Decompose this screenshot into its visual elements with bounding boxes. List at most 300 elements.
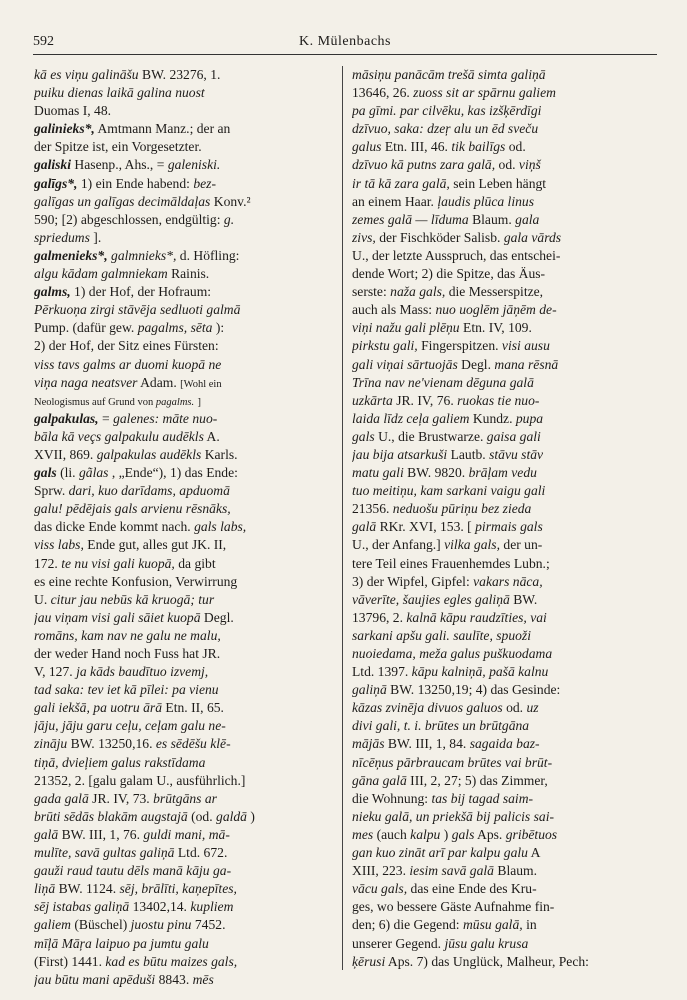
text-segment: dzīvuo kā putns zara galā,	[352, 157, 496, 173]
text-line	[352, 211, 656, 229]
text-segment: galmnieks*,	[111, 247, 177, 263]
text-segment: jau viņam visi gali sāiet kuopā	[34, 609, 201, 625]
text-line	[34, 880, 332, 898]
text-segment: gali iekšā, pa uotru ārā	[34, 700, 163, 716]
text-line	[34, 156, 332, 174]
text-segment: galā	[352, 519, 377, 535]
text-line	[34, 392, 332, 410]
text-line	[352, 699, 656, 717]
text-segment: ]	[197, 396, 202, 408]
text-segment: nuo uoglēm jāņēm de-	[435, 302, 557, 318]
text-line	[352, 681, 656, 699]
text-segment: jāju, jāju garu ceļu, ceļam galu ne-	[34, 718, 226, 734]
text-segment: gals labs,	[194, 519, 247, 535]
text-segment: dzīvuo, saka: dzeŗ alu un ēd sveču	[352, 121, 539, 137]
text-segment: ges, wo bessere Gäste Aufnahme fin-	[352, 899, 555, 915]
text-segment: tad saka: tev iet kā pīlei: pa vienu	[34, 682, 219, 698]
text-segment: kad es būtu maizes gals,	[105, 953, 238, 969]
text-segment: mulīte, savā gultas galiņā	[34, 845, 175, 861]
text-line	[352, 102, 656, 120]
text-segment: kāpu kalniņā, pašā kalnu	[411, 664, 549, 680]
text-segment: viss tavs galms ar duomi kuopā ne	[34, 356, 222, 372]
text-segment: galeniski.	[167, 157, 221, 173]
text-segment: Blaum.	[497, 863, 538, 879]
text-segment: (auch	[376, 826, 411, 842]
text-line	[352, 609, 656, 627]
text-segment: d. Höfling:	[179, 247, 240, 263]
text-segment: sein Leben hängt	[453, 175, 547, 191]
text-segment: naža gals,	[390, 284, 446, 300]
text-line	[34, 518, 332, 536]
text-segment: zināju	[34, 736, 68, 752]
text-segment: nieku galā, un priekšā bij palicis sai-	[352, 808, 554, 824]
column-divider	[342, 66, 343, 970]
text-line	[34, 84, 332, 102]
text-segment: Aps.	[477, 826, 506, 842]
text-segment: kā es viņu galināšu	[34, 67, 139, 82]
text-segment: (li.	[60, 465, 79, 481]
text-segment: tuo meitiņu, kam sarkani vaigu gali	[352, 483, 546, 499]
text-segment: (od.	[191, 808, 217, 824]
text-line	[34, 536, 332, 554]
text-segment: das dicke Ende kommt nach.	[34, 519, 195, 535]
text-segment: juostu pinu	[130, 917, 192, 933]
text-line	[352, 120, 656, 138]
text-line	[34, 66, 332, 84]
headword: galpakulas,	[34, 410, 99, 426]
text-segment: visi ausu	[501, 338, 550, 354]
text-line	[34, 844, 332, 862]
text-segment: nuoiedama, meža galus puškuodama	[352, 646, 553, 661]
text-segment: pirmais gals	[475, 519, 543, 535]
text-segment: 13402,14.	[132, 899, 191, 915]
text-segment: galdā	[216, 808, 247, 824]
text-segment: BW. III, 1, 76.	[61, 826, 144, 842]
text-segment: mēs	[192, 971, 214, 987]
text-segment: Ltd. 1397.	[352, 664, 412, 680]
text-line	[34, 410, 332, 428]
text-segment: U., die Brustwarze.	[378, 428, 487, 444]
text-segment: Blaum.	[472, 211, 516, 227]
text-segment: das eine Ende des Kru-	[410, 881, 537, 897]
text-line	[34, 663, 332, 681]
text-line	[34, 102, 332, 120]
text-line	[34, 935, 332, 953]
text-segment: zemes galā — līduma	[352, 211, 469, 227]
text-segment: )	[250, 808, 255, 824]
text-segment: dari, kuo darīdams, apduomā	[68, 483, 230, 499]
text-segment: Pērkuoņa zirgi stāvēja sedluoti galmā	[34, 302, 241, 318]
text-segment: vakars nāca,	[473, 573, 543, 589]
text-line	[352, 645, 656, 663]
text-line	[352, 663, 656, 681]
text-segment: zuoss sit ar spārnu galiem	[413, 85, 556, 101]
text-segment: Pump. (dafür gew.	[34, 320, 138, 336]
text-segment: vācu gals,	[352, 881, 408, 897]
text-segment: BW.	[513, 591, 538, 607]
text-line	[352, 374, 656, 392]
text-line	[34, 211, 332, 229]
text-line	[352, 138, 656, 156]
text-line	[352, 464, 656, 482]
text-segment: Neologismus auf Grund von	[34, 396, 156, 408]
text-segment: Konv.²	[213, 193, 251, 209]
text-segment: mīļā Māŗa laipuo pa jumtu galu	[34, 935, 209, 951]
text-segment: Hasenp., Ahs., =	[74, 157, 168, 173]
left-column	[34, 66, 332, 989]
text-segment: pirkstu gali,	[352, 338, 418, 354]
headword: gals	[34, 465, 57, 481]
text-segment: 590; [2) abgeschlossen, endgültig:	[34, 211, 224, 227]
text-segment: brūti sēdās blakām augstajā	[34, 808, 188, 824]
text-segment: mūsu galā,	[462, 917, 523, 933]
text-segment: Amtmann Manz.; der an	[97, 121, 231, 137]
text-segment: der Fischköder Salisb.	[379, 229, 504, 245]
text-line	[34, 772, 332, 790]
text-segment: (Büschel)	[74, 917, 131, 933]
text-segment: ķērusi	[352, 953, 386, 969]
text-segment: citur jau nebūs kā kruogā; tur	[50, 591, 215, 607]
text-segment: g.	[223, 211, 235, 227]
text-segment: 1) der Hof, der Hofraum:	[74, 284, 212, 300]
text-segment: den; 6) die Gegend:	[352, 917, 463, 933]
text-segment: galiem	[34, 917, 71, 933]
text-line	[352, 772, 656, 790]
text-segment: vilka gals,	[444, 537, 500, 553]
text-segment: spriedums	[34, 229, 90, 245]
text-segment: U., der Anfang.]	[352, 537, 445, 553]
text-line	[352, 283, 656, 301]
text-segment: A	[530, 845, 541, 861]
text-segment: Etn. II, 65.	[165, 700, 224, 716]
text-line	[352, 536, 656, 554]
text-segment: Ende gut, alles gut JK. II,	[87, 537, 227, 553]
text-segment: die Wohnung:	[352, 790, 432, 806]
text-line	[34, 862, 332, 880]
text-line	[352, 880, 656, 898]
headword: galmenieks*,	[34, 247, 108, 263]
text-line	[34, 464, 332, 482]
text-segment: 1) ein Ende habend:	[80, 175, 194, 191]
text-segment: auch als Mass:	[352, 302, 436, 318]
text-segment: Etn. III, 46.	[384, 139, 452, 155]
text-line	[34, 555, 332, 573]
text-line	[352, 175, 656, 193]
text-line	[34, 609, 332, 627]
text-segment: sarkani apšu gali. saulīte, spuoži	[352, 627, 531, 643]
text-segment: te nu visi gali kuopā,	[61, 555, 175, 571]
text-segment: tiņā, dvieļiem galus rakstīdama	[34, 754, 206, 770]
text-line	[352, 247, 656, 265]
text-segment: tas bij tagad saim-	[431, 790, 534, 806]
text-segment: gala vārds	[503, 229, 562, 245]
text-segment: BW. 9820.	[407, 465, 469, 481]
text-segment: Aps. 7) das Unglück, Malheur, Pech:	[387, 953, 589, 969]
text-line	[34, 591, 332, 609]
text-line	[34, 754, 332, 772]
text-line	[352, 573, 656, 591]
text-segment: Sprw.	[34, 483, 69, 499]
text-segment: , „Ende“), 1) das Ende:	[111, 465, 238, 481]
text-segment: (First) 1441.	[34, 953, 106, 969]
text-segment: od.	[508, 139, 526, 155]
text-segment: BW. III, 1, 84.	[387, 736, 470, 752]
text-segment: 21352, 2. [galu galam U., ausführlich.]	[34, 772, 246, 788]
text-segment: sēj istabas galiņā	[34, 899, 130, 915]
text-line	[34, 446, 332, 464]
text-line	[352, 337, 656, 355]
headword: galīgs*,	[34, 175, 78, 191]
text-line	[352, 844, 656, 862]
text-line	[352, 735, 656, 753]
text-segment: galu! pēdējais gals arvienu rēsnāks,	[34, 501, 231, 517]
text-segment: galpakulas audēkls	[96, 446, 202, 462]
text-segment: gāna galā	[352, 772, 407, 788]
text-segment: serste:	[352, 284, 391, 300]
text-segment: jūsu galu krusa	[444, 935, 529, 951]
text-segment: pagalms, sēta	[137, 320, 213, 336]
text-segment: 8843.	[158, 971, 193, 987]
text-segment: der Spitze ist, ein Vorgesetzter.	[34, 139, 202, 155]
text-segment: algu kādam galmniekam	[34, 266, 168, 282]
text-segment: RKr. XVI, 153. [	[379, 519, 472, 535]
text-segment: Etn. IV, 109.	[463, 320, 532, 336]
right-column	[352, 66, 656, 971]
text-line	[34, 717, 332, 735]
text-segment: [Wohl ein	[180, 378, 222, 390]
text-segment: vāverīte, šaujies egles galiņā	[352, 591, 510, 607]
text-segment: gala	[515, 211, 540, 227]
text-segment: XVII, 869.	[34, 446, 97, 462]
text-segment: iesim savā galā	[409, 863, 494, 879]
text-segment: galenes: māte nuo-	[113, 410, 218, 426]
text-segment: galā	[34, 826, 59, 842]
text-segment: A.	[206, 428, 220, 444]
text-segment: XIII, 223.	[352, 863, 410, 879]
text-segment: brūtgāns ar	[153, 790, 217, 806]
text-segment: gan kuo zināt arī par kalpu galu	[352, 845, 528, 861]
text-line	[34, 428, 332, 446]
text-segment: Fingerspitzen.	[421, 338, 502, 354]
text-line	[352, 319, 656, 337]
text-line	[352, 627, 656, 645]
text-segment: =	[102, 410, 114, 426]
text-segment: stāvu stāv	[489, 446, 544, 462]
text-segment: sēj, brālīti, kaņepītes,	[119, 881, 237, 897]
text-line	[352, 356, 656, 374]
text-line	[34, 953, 332, 971]
text-segment: dende Wort; 2) die Spitze, das Äus-	[352, 266, 546, 282]
text-line	[34, 229, 332, 247]
text-segment: matu gali	[352, 465, 404, 481]
text-segment: Degl.	[461, 356, 495, 372]
text-line	[352, 410, 656, 428]
text-segment: gãlas	[78, 465, 109, 481]
text-segment: brāļam vedu	[468, 465, 537, 481]
text-segment: guldi mani, mā-	[143, 826, 230, 842]
text-segment: galiņā	[352, 682, 387, 698]
text-line	[34, 283, 332, 301]
text-line	[352, 916, 656, 934]
text-line	[352, 953, 656, 971]
text-segment: 2) der Hof, der Sitz eines Fürsten:	[34, 338, 219, 354]
text-segment: da gibt	[178, 555, 216, 571]
text-segment: U.	[34, 591, 51, 607]
text-segment: BW. 13250,19; 4) das Gesinde:	[390, 682, 561, 698]
text-segment: 13646, 26.	[352, 85, 414, 101]
headword: galinieks*,	[34, 121, 95, 137]
text-segment: romāns, kam nav ne galu ne malu,	[34, 627, 221, 643]
text-segment: bez-	[193, 175, 216, 191]
text-segment: 172.	[34, 555, 62, 571]
text-line	[352, 84, 656, 102]
text-segment: kalnā kāpu raudzīties, vai	[406, 609, 547, 625]
text-segment: viņi nažu gali plēņu	[352, 320, 460, 336]
text-segment: ].	[93, 229, 102, 245]
text-segment: bāla kā veçs galpakulu audēkls	[34, 428, 204, 444]
text-line	[34, 573, 332, 591]
text-segment: liņā	[34, 881, 56, 897]
text-segment: uzkārta	[352, 392, 393, 408]
text-line	[34, 175, 332, 193]
text-line	[352, 754, 656, 772]
text-line	[34, 374, 332, 392]
text-line	[34, 735, 332, 753]
text-segment: nīcēņus pārbraucam brūtes vai brūt-	[352, 754, 553, 770]
text-segment: BW. 23276, 1.	[142, 67, 221, 82]
text-line	[352, 898, 656, 916]
text-segment: māsiņu panācām trešā simta galiņā	[352, 67, 546, 82]
text-segment: mes	[352, 826, 374, 842]
text-segment: od.	[506, 700, 527, 716]
text-line	[34, 808, 332, 826]
text-segment: kupliem	[190, 899, 234, 915]
text-segment: zivs,	[352, 229, 376, 245]
text-line	[352, 717, 656, 735]
text-segment: der weder Hand noch Fuss hat JR.	[34, 646, 221, 661]
text-segment: 13796, 2.	[352, 609, 407, 625]
text-segment: unserer Gegend.	[352, 935, 445, 951]
text-segment: sagaida baz-	[469, 736, 540, 752]
text-segment: od.	[498, 157, 519, 173]
text-segment: divi gali, t. i. brūtes un brūtgāna	[352, 718, 530, 734]
text-segment: viņa naga neatsver	[34, 374, 138, 390]
text-segment: Karls.	[204, 446, 238, 462]
page-header	[33, 32, 657, 55]
text-line	[352, 229, 656, 247]
text-segment: an einem Haar.	[352, 193, 438, 209]
text-segment: Ltd. 672.	[177, 845, 228, 861]
text-line	[34, 319, 332, 337]
text-line	[352, 482, 656, 500]
text-segment: Duomas I, 48.	[34, 103, 112, 119]
text-segment: ļaudis plūca linus	[437, 193, 534, 209]
text-segment: galīgas un galīgas decimāldaļas	[34, 193, 211, 209]
text-line	[352, 428, 656, 446]
text-segment: 7452.	[194, 917, 226, 933]
text-line	[352, 446, 656, 464]
text-segment: ir tā kā zara galā,	[352, 175, 450, 191]
text-segment: BW. 13250,16.	[70, 736, 156, 752]
text-segment: kāzas zvinēja divuos galuos	[352, 700, 503, 716]
text-segment: BW. 1124.	[58, 881, 120, 897]
text-line	[352, 265, 656, 283]
text-segment: tik bailīgs	[451, 139, 506, 155]
text-line	[34, 971, 332, 989]
text-segment: tere Teil eines Frauenhemdes Lubn.;	[352, 555, 550, 571]
text-line	[34, 916, 332, 934]
text-line	[34, 120, 332, 138]
text-line	[352, 518, 656, 536]
text-line	[352, 555, 656, 573]
text-segment: gals	[451, 826, 475, 842]
text-segment: mājās	[352, 736, 385, 752]
text-line	[34, 790, 332, 808]
text-line	[352, 808, 656, 826]
text-segment: 21356.	[352, 501, 393, 517]
text-segment: neduošu pūriņu bez zieda	[392, 501, 532, 517]
page-number: 592	[33, 34, 54, 49]
text-line	[352, 156, 656, 174]
text-line	[352, 66, 656, 84]
text-segment: JR. IV, 73.	[92, 790, 154, 806]
text-line	[34, 356, 332, 374]
text-line	[352, 392, 656, 410]
text-segment: galus	[352, 139, 382, 155]
text-line	[34, 138, 332, 156]
text-line	[34, 247, 332, 265]
text-segment: uz	[526, 700, 539, 716]
text-line	[352, 193, 656, 211]
text-line	[34, 500, 332, 518]
text-line	[352, 591, 656, 609]
text-segment: in	[526, 917, 537, 933]
headword: galms,	[34, 284, 71, 300]
text-segment: Lautb.	[450, 446, 490, 462]
text-segment: gauži raud tautu dēls manā kāju ga-	[34, 863, 232, 879]
text-line	[34, 826, 332, 844]
text-line	[352, 790, 656, 808]
running-head: K. Mülenbachs	[298, 34, 392, 49]
text-line	[34, 699, 332, 717]
text-segment: JR. IV, 76.	[396, 392, 458, 408]
text-line	[34, 265, 332, 283]
text-line	[34, 193, 332, 211]
text-segment: die Messerspitze,	[448, 284, 544, 300]
text-segment: Degl.	[203, 609, 234, 625]
text-line	[34, 627, 332, 645]
text-segment: gali viņai sārtuojās	[352, 356, 458, 372]
text-segment: ruokas tie nuo-	[457, 392, 540, 408]
text-segment: pupa	[515, 410, 544, 426]
text-segment: es sēdēšu klē-	[155, 736, 231, 752]
text-line	[34, 645, 332, 663]
text-segment: pagalms.	[155, 396, 195, 408]
text-segment: Trīna nav ne'vienam dēguna galā	[352, 374, 534, 390]
text-segment: )	[443, 826, 452, 842]
text-segment: U., der letzte Ausspruch, das entschei-	[352, 247, 561, 263]
text-segment: 3) der Wipfel, Gipfel:	[352, 573, 474, 589]
text-segment: Kundz.	[472, 410, 516, 426]
text-segment: pa gīmi. par cilvēku, kas izšķērdīgi	[352, 103, 542, 119]
headword: galiski	[34, 157, 72, 173]
text-segment: viņš	[518, 157, 541, 173]
text-line	[34, 337, 332, 355]
text-segment: V, 127.	[34, 664, 77, 680]
text-segment: gals	[352, 428, 375, 444]
text-line	[352, 826, 656, 844]
text-segment: ja kāds baudītuo izvemj,	[76, 664, 209, 680]
